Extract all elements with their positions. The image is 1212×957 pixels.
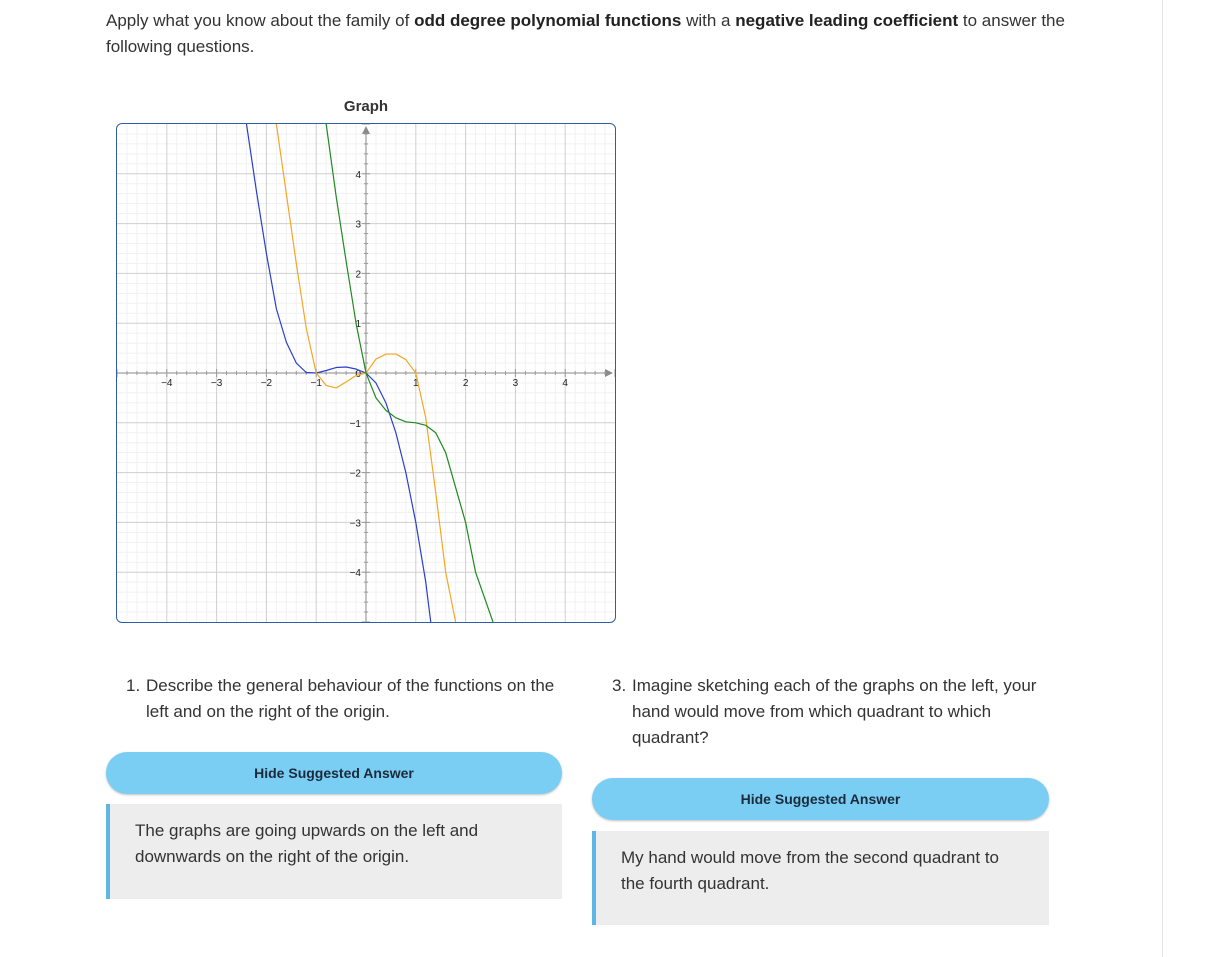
suggested-answer-3 — [592, 831, 1049, 925]
y-tick-label: −1 — [349, 418, 361, 430]
x-tick-label: 2 — [462, 378, 469, 389]
graph-panel[interactable] — [116, 123, 616, 623]
intro-bold-2: negative leading coefficient — [735, 11, 959, 30]
x-tick-label: 1 — [413, 378, 419, 389]
graph-title: Graph — [343, 98, 389, 115]
x-tick-label: 3 — [512, 378, 519, 389]
intro-text — [106, 8, 1066, 60]
x-tick-label: 4 — [562, 378, 568, 389]
suggested-answer-1-text: The graphs are going upwards on the left and downwards on the right of the origin. — [135, 821, 479, 866]
x-tick-label: −3 — [210, 378, 223, 389]
x-axis-arrow — [605, 369, 613, 377]
suggested-answer-1 — [106, 804, 562, 899]
question-3-number: 3. — [612, 676, 627, 695]
y-axis-arrow — [362, 126, 370, 134]
question-3-text: Imagine sketching each of the graphs on the left, your hand would move from which quadrant to which quadrant? — [632, 676, 1037, 747]
suggested-answer-3-text: My hand would move from the second quadrant to the fourth quadrant. — [621, 848, 999, 893]
y-tick-label: −3 — [349, 518, 361, 530]
y-tick-label: 3 — [355, 219, 361, 231]
intro-part-2: with a — [681, 11, 736, 30]
question-1-number: 1. — [126, 676, 141, 695]
polynomial-chart — [117, 124, 615, 622]
y-tick-label: −2 — [349, 468, 361, 480]
origin-label: 0 — [355, 369, 361, 380]
hide-suggested-answer-button-3[interactable]: Hide Suggested Answer — [592, 778, 1049, 820]
intro-part-1: Apply what you know about the family of — [106, 11, 415, 30]
y-tick-label: 4 — [355, 169, 361, 181]
hide-suggested-answer-button-1[interactable]: Hide Suggested Answer — [106, 752, 562, 794]
y-tick-label: −4 — [349, 568, 361, 580]
question-3 — [612, 673, 1042, 751]
x-tick-label: −1 — [310, 378, 322, 389]
intro-bold-1: odd degree polynomial functions — [414, 11, 682, 30]
y-tick-label: 1 — [355, 319, 361, 331]
x-tick-label: −4 — [161, 378, 173, 389]
y-tick-label: 2 — [355, 269, 361, 281]
question-1 — [126, 673, 576, 725]
page-right-divider — [1162, 0, 1163, 957]
x-tick-label: −2 — [260, 378, 273, 389]
question-1-text: Describe the general behaviour of the functions on the left and on the right of the origin. — [146, 676, 555, 721]
intro-part-3: to answer the following questions. — [106, 11, 1065, 56]
